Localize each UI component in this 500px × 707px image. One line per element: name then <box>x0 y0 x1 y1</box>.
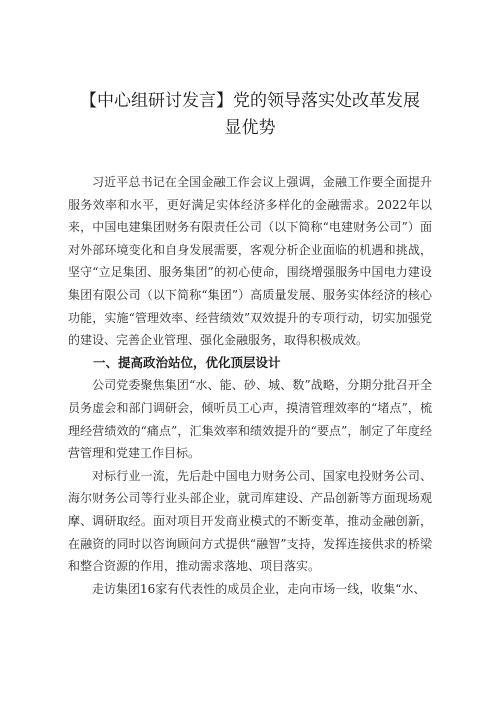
paragraph-strategy: 公司党委聚焦集团“水、能、砂、城、数”战略，分期分批召开全员务虚会和部门调研会，倾听员工心声，摸清管理效率的“堵点”，梳理经营绩效的“痛点”，汇集效率和绩效提升的“要点”，制定了年度经营管理和党建工作目标。 <box>68 378 432 461</box>
paragraph-benchmark: 对标行业一流，先后赴中国电力财务公司、国家电投财务公司、海尔财务公司等行业头部企业，就司库建设、产品创新等方面现场观摩、调研取经。面对项目开发商业模式的不断变革，推动金融创新，在融资的同时以咨询顾问方式提供“融智”支持，发挥连接供求的桥梁和整合资源的作用，推动需求落地、项目落实。 <box>68 468 432 574</box>
document-body <box>68 171 432 600</box>
document-title <box>68 88 432 142</box>
title-line-2: 显优势 <box>224 118 276 138</box>
section-heading-1: 一、提高政治站位，优化顶层设计 <box>93 354 281 370</box>
title-line-1: 【中心组研讨发言】党的领导落实处改革发展 <box>80 91 420 111</box>
paragraph-intro: 习近平总书记在全国金融工作会议上强调，金融工作要全面提升服务效率和水平，更好满足实体经济多样化的金融需求。2022年以来，中国电建集团财务有限责任公司（以下简称“电建财务公司”）面对外部环境变化和自身发展需要，客观分析企业面临的机遇和挑战，坚守“立足集团、服务集团”的初心使命，围绕增强服务中国电力建设集团有限公司（以下简称“集团”）高质量发展、服务实体经济的核心功能，实施“管理效率、经营绩效”双效提升的专项行动，切实加强党的建设、完善企业管理、强化金融服务，取得积极成效。 <box>68 175 432 348</box>
paragraph-visits: 走访集团16家有代表性的成员企业，走向市场一线，收集“水、 <box>92 581 426 596</box>
